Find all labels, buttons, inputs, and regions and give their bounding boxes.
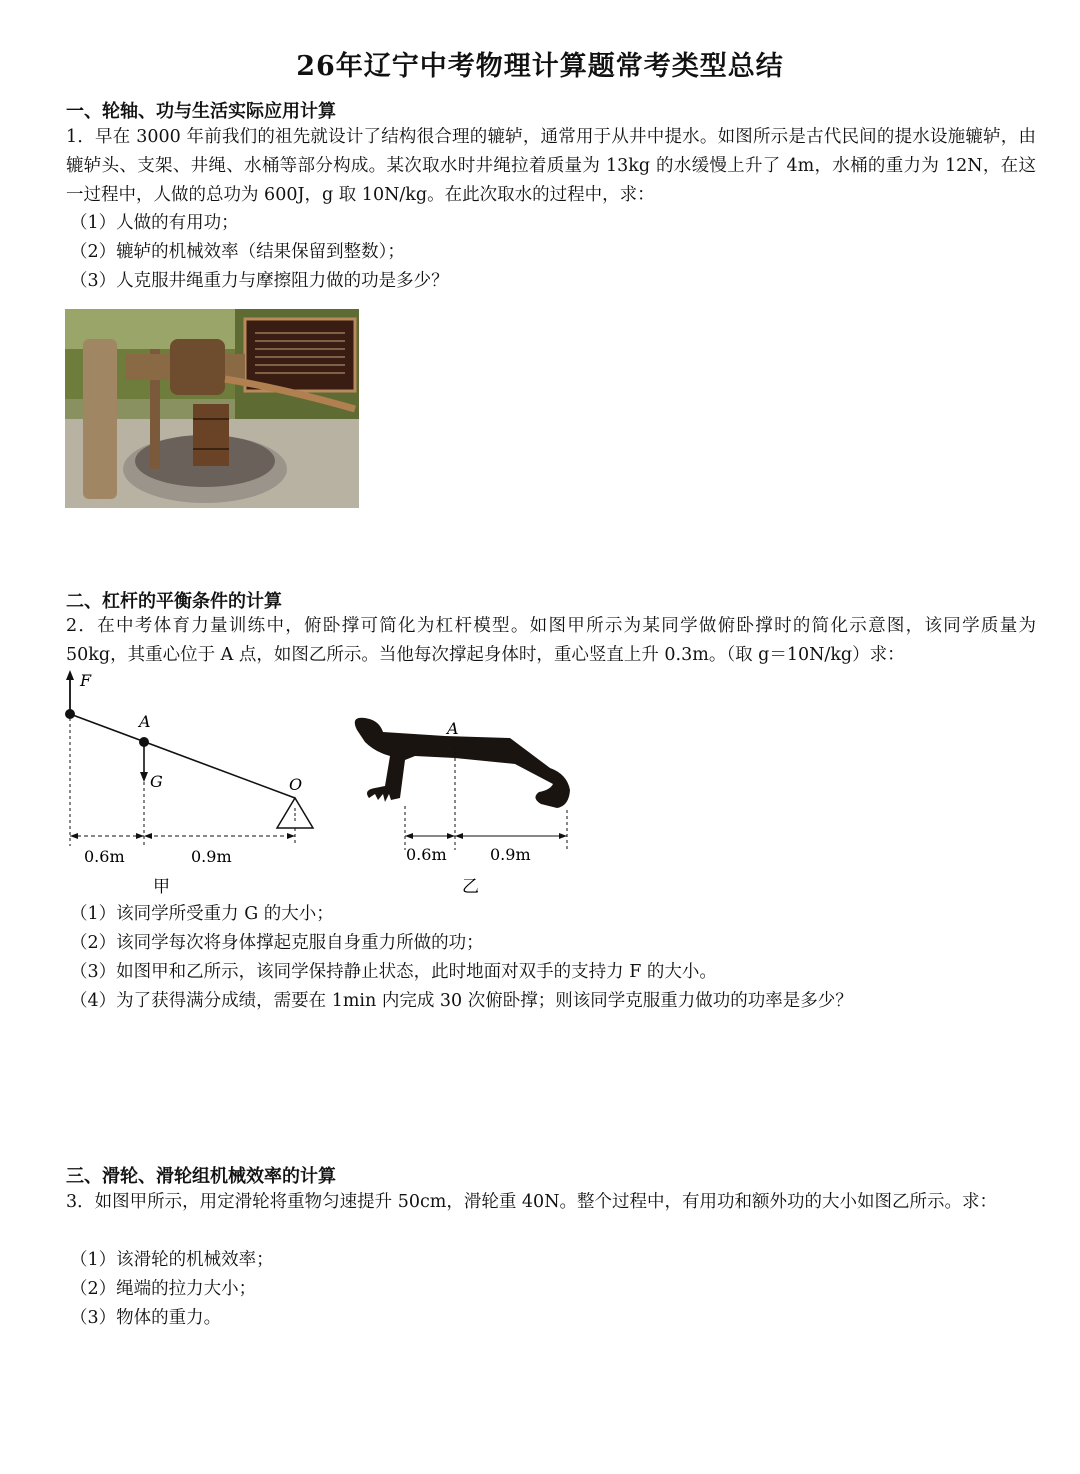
problem-3-question-2: （2）绳端的拉力大小； — [70, 1279, 257, 1299]
label-O: O — [289, 775, 303, 794]
problem-3-text: 3．如图甲所示，用定滑轮将重物匀速提升 50cm，滑轮重 40N。整个过程中，有用功和额外功的大小如图乙所示。求： — [66, 1192, 997, 1212]
dim-right-yi: 0.9m — [490, 845, 531, 864]
dim-right-jia: 0.9m — [191, 847, 232, 866]
problem-1-text: 1．早在 3000 年前我们的祖先就设计了结构很合理的辘轳，通常用于从井中提水。如图所示是古代民间的提水设施辘轳，由辘轳头、支架、井绳、水桶等部分构成。某次取水时井绳拉着质量为 13kg 的水缓慢上升了 4m，水桶的重力为 12N，在这一过程中，人做的总功为 600J，g 取 10N/kg。在此次取水的过程中，求： — [66, 127, 1036, 205]
dim-left-yi: 0.6m — [406, 845, 447, 864]
windlass-photo — [65, 309, 359, 508]
caption-yi: 乙 — [462, 877, 479, 897]
problem-3-question-3: （3）物体的重力。 — [70, 1308, 222, 1328]
section-heading-2: 二、杠杆的平衡条件的计算 — [66, 591, 282, 612]
dim-left-jia: 0.6m — [84, 847, 125, 866]
section-heading-1: 一、轮轴、功与生活实际应用计算 — [66, 101, 336, 122]
label-A-yi: A — [447, 719, 459, 738]
problem-1-question-2: （2）辘轳的机械效率（结果保留到整数）； — [70, 242, 405, 262]
label-G: G — [150, 772, 163, 791]
section-heading-3: 三、滑轮、滑轮组机械效率的计算 — [66, 1166, 336, 1187]
problem-1-question-3: （3）人克服井绳重力与摩擦阻力做的功是多少？ — [70, 271, 449, 291]
problem-2-text: 2．在中考体育力量训练中，俯卧撑可简化为杠杆模型。如图甲所示为某同学做俯卧撑时的简化示意图，该同学质量为 50kg，其重心位于 A 点，如图乙所示。当他每次撑起身体时，重心竖直上升 0.3m。（取 g＝10N/kg）求： — [66, 616, 1036, 665]
caption-jia: 甲 — [153, 877, 170, 897]
problem-2-question-1: （1）该同学所受重力 G 的大小； — [70, 904, 334, 924]
label-A: A — [139, 712, 151, 731]
label-F: F — [80, 671, 92, 690]
pushup-diagram-yi — [345, 710, 580, 898]
lever-diagram-jia — [55, 668, 330, 898]
page-title: 26年辽宁中考物理计算题常考类型总结 — [296, 51, 784, 82]
problem-2-question-3: （3）如图甲和乙所示，该同学保持静止状态，此时地面对双手的支持力 F 的大小。 — [70, 962, 717, 982]
problem-1-question-1: （1）人做的有用功； — [70, 213, 239, 233]
problem-3-question-1: （1）该滑轮的机械效率； — [70, 1250, 274, 1270]
problem-2-question-4: （4）为了获得满分成绩，需要在 1min 内完成 30 次俯卧撑；则该同学克服重力做功的功率是多少？ — [70, 991, 853, 1011]
problem-2-question-2: （2）该同学每次将身体撑起克服自身重力所做的功； — [70, 933, 484, 953]
